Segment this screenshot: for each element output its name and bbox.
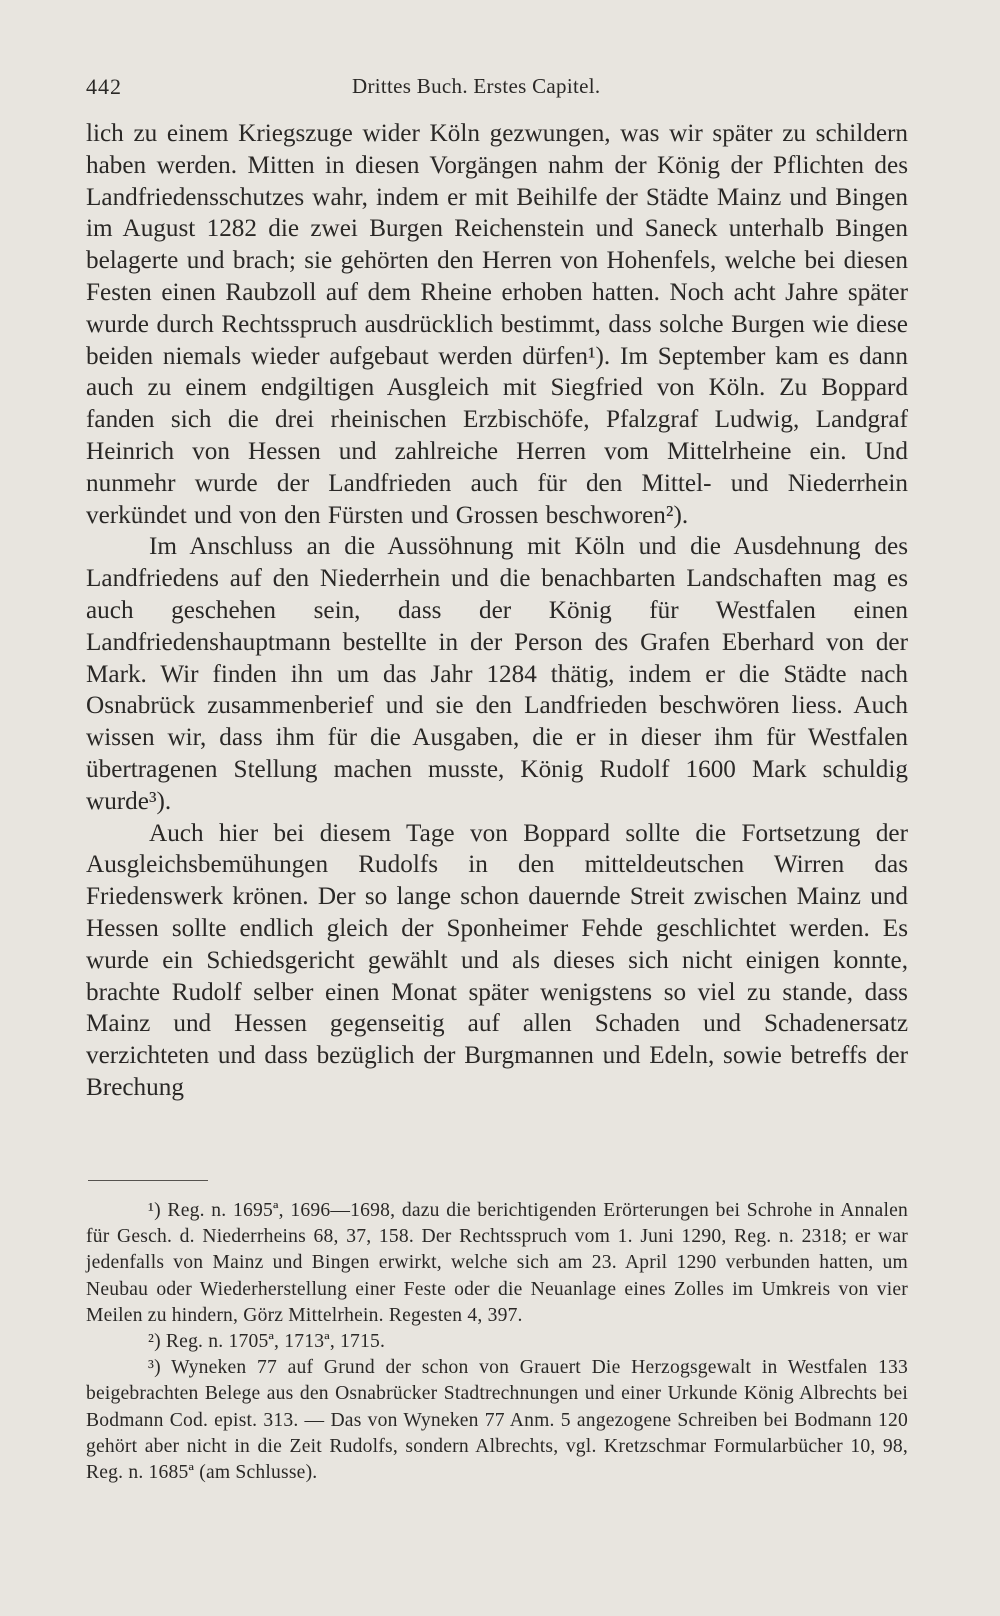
footnotes xyxy=(86,1198,908,1486)
running-head: Drittes Buch. Erstes Capitel. xyxy=(352,74,601,98)
page-number: 442 xyxy=(86,74,122,99)
paragraph: Im Anschluss an die Aussöhnung mit Köln und die Ausdehnung des Landfriedens auf den Niederrhein und die benachbarten Landschaften mag es auch geschehen sein, dass der König für Westfalen einen Landfriedenshauptmann bestellte in der Person des Grafen Eberhard von der Mark. Wir finden ihn um das Jahr 1284 thätig, indem er die Städte nach Osnabrück zusammenberief und sie den Landfrieden beschwören liess. Auch wissen wir, dass ihm für die Ausgaben, die er in dieser ihm für Westfalen übertragenen Stellung machen musste, König Rudolf 1600 Mark schuldig wurde³). xyxy=(86,533,908,815)
footnote: ²) Reg. n. 1705ª, 1713ª, 1715. xyxy=(148,1331,386,1353)
paragraph: Auch hier bei diesem Tage von Boppard sollte die Fortsetzung der Ausgleichsbemühungen Rudolfs in den mitteldeutschen Wirren das Friedenswerk krönen. Der so lange schon dauernde Streit zwischen Mainz und Hessen sollte endlich gleich der Sponheimer Fehde geschlichtet werden. Es wurde ein Schiedsgericht gewählt und als dieses sich nicht einigen konnte, brachte Rudolf selber einen Monat später wenigstens so viel zu stande, dass Mainz und Hessen gegenseitig auf allen Schaden und Schadenersatz verzichteten und dass bezüglich der Burgmannen und Edeln, sowie betreffs der Brechung xyxy=(86,819,908,1101)
page-header xyxy=(86,74,906,102)
body-text xyxy=(86,118,908,1104)
footnote-rule xyxy=(88,1180,208,1181)
paragraph: lich zu einem Kriegszuge wider Köln gezwungen, was wir später zu schildern haben werden. Mitten in diesen Vorgängen nahm der König der Pflichten des Landfriedensschutzes wahr, indem er mit Beihilfe der Städte Mainz und Bingen im August 1282 die zwei Burgen Reichenstein und Saneck unterhalb Bingen belagerte und brach; sie gehörten den Herren von Hohenfels, welche bei diesen Festen einen Raubzoll auf dem Rheine erhoben hatten. Noch acht Jahre später wurde durch Rechtsspruch ausdrücklich bestimmt, dass solche Burgen wie diese beiden niemals wieder aufgebaut werden dürfen¹). Im September kam es dann auch zu einem endgiltigen Ausgleich mit Siegfried von Köln. Zu Boppard fanden sich die drei rheinischen Erzbischöfe, Pfalzgraf Ludwig, Landgraf Heinrich von Hessen und zahlreiche Herren vom Mittelrheine ein. Und nunmehr wurde der Landfrieden auch für den Mittel- und Niederrhein verkündet und von den Fürsten und Grossen beschworen²). xyxy=(86,120,908,529)
footnote: ¹) Reg. n. 1695ª, 1696—1698, dazu die berichtigenden Erörterungen bei Schrohe in Annalen für Gesch. d. Niederrheins 68, 37, 158. Der Rechtsspruch vom 1. Juni 1290, Reg. n. 2318; er war jedenfalls von Mainz und Bingen erwirkt, welche sich am 23. April 1290 verbunden hatten, um Neubau oder Wiederherstellung einer Feste oder die Neuanlage eines Zolles im Umkreis von vier Meilen zu hindern, Görz Mittelrhein. Regesten 4, 397. xyxy=(86,1200,908,1326)
footnote: ³) Wyneken 77 auf Grund der schon von Grauert Die Herzogsgewalt in Westfalen 133 beigebrachten Belege aus den Osnabrücker Stadtrechnungen und einer Urkunde König Albrechts bei Bodmann Cod. epist. 313. — Das von Wyneken 77 Anm. 5 angezogene Schreiben bei Bodmann 120 gehört aber nicht in die Zeit Rudolfs, sondern Albrechts, vgl. Kretzschmar Formularbücher 10, 98, Reg. n. 1685ª (am Schlusse). xyxy=(86,1357,908,1484)
